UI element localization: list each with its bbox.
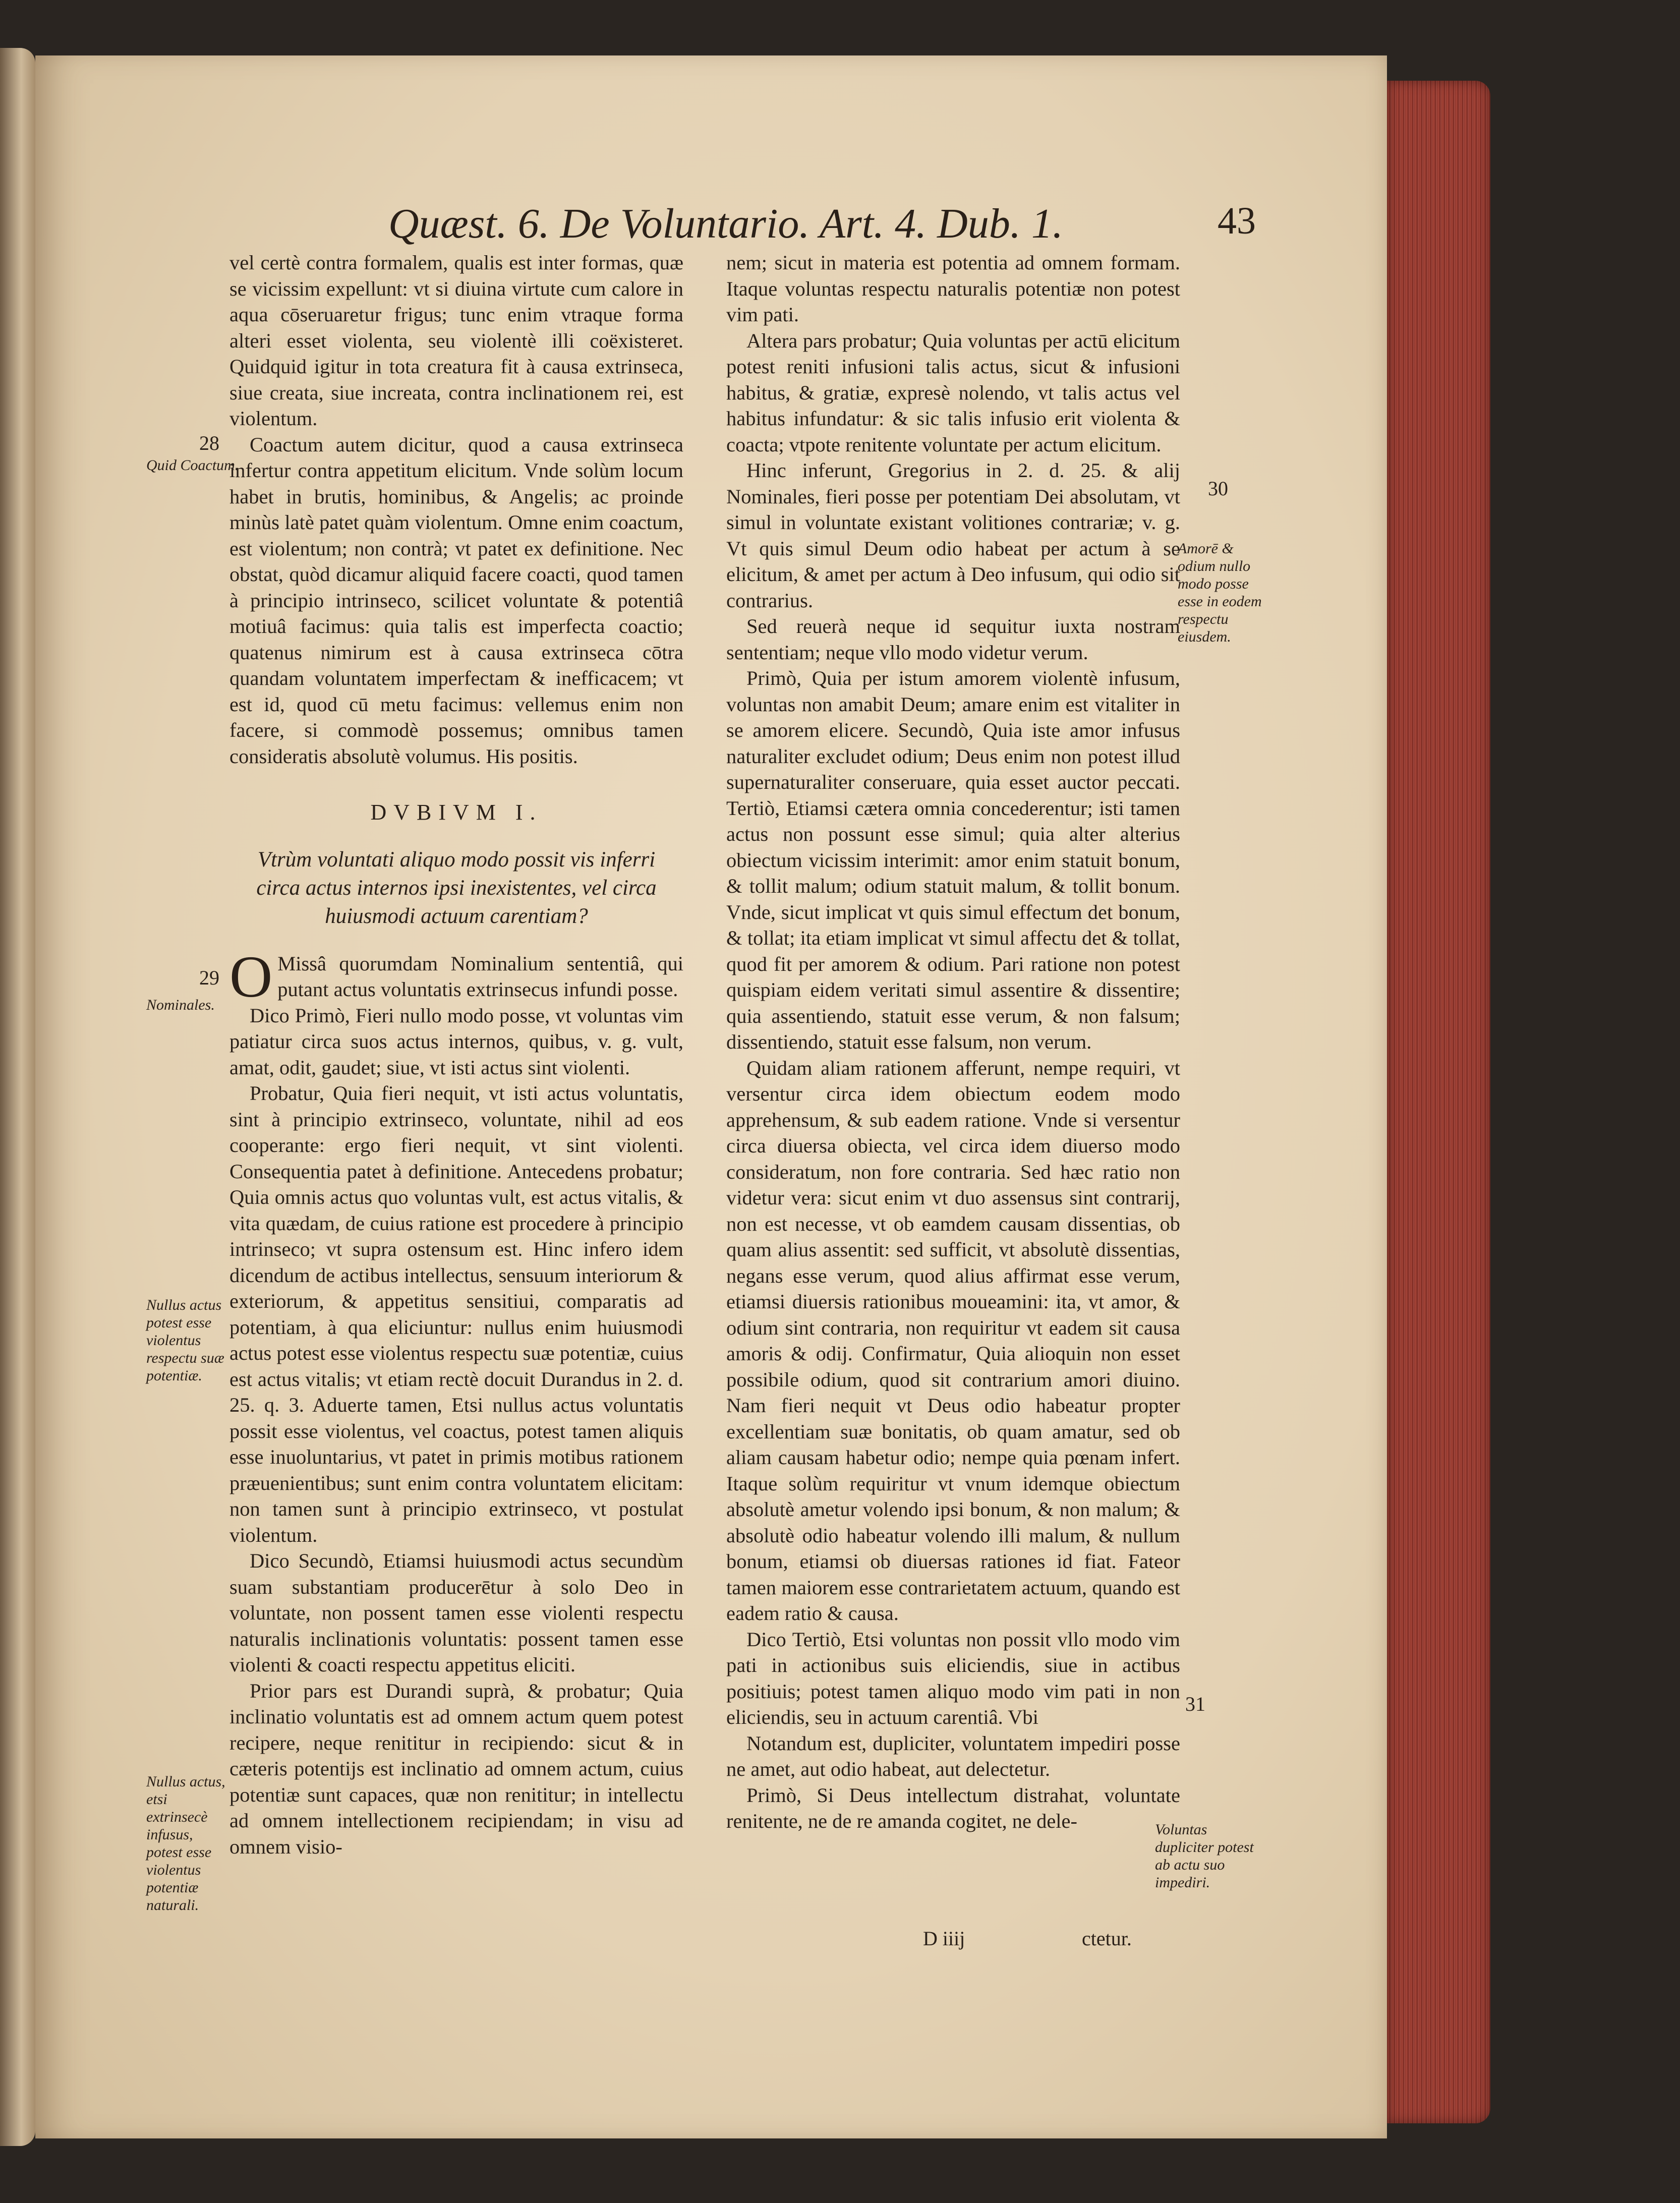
catchword: ctetur. — [1082, 1927, 1132, 1950]
drop-cap: O — [229, 943, 273, 1010]
column-left — [229, 250, 683, 1860]
margin-note-nullus-actus: Nullus actus potest esse violentus respectu suæ potentiæ. — [146, 1297, 224, 1384]
margin-number-30: 30 — [1208, 477, 1228, 500]
page-edges-red — [1387, 81, 1490, 2123]
paragraph: vel certè contra formalem, qualis est inter formas, quæ se vicissim expellunt: vt si diuina virtute cum calore in aqua cōseruaretur frigus; tunc enim vtraque forma alteri esset violenta, seu violentè illi coëxisteret. Quidquid igitur in tota creatura fit à causa extrinseca, siue creata, siue increata, contra inclinationem rei, est violentum. — [229, 251, 683, 430]
margin-note-nominales: Nominales. — [146, 997, 215, 1013]
paragraph: Prior pars est Durandi suprà, & probatur; Quia inclinatio voluntatis est ad omnem actum quem potest recipere, neque renititur in recipiendo: sicut & in cæteris potentijs est inclinatio ad omnem actum, cuius potentiæ sunt capaces, quæ non renititur; in intellectu ad omnem intellectionem recipiendam; in visu ad omnem visio- — [229, 1679, 683, 1858]
signature-mark: D iiij — [923, 1927, 965, 1950]
margin-number-29: 29 — [199, 966, 219, 989]
paragraph: Dico Tertiò, Etsi voluntas non possit vllo modo vim pati in actionibus suis eliciendis, siue in actibus positiuis; potest tamen aliquo modo vim pati in non eliciendis, seu in actuum carentiâ. Vbi — [726, 1628, 1180, 1728]
page-footer — [923, 1927, 1132, 1950]
page-number: 43 — [1218, 200, 1256, 242]
paragraph: Coactum autem dicitur, quod a causa extrinseca infertur contra appetitum elicitum. Vnde solùm locum habet in brutis, hominibus, & Angelis; ac proinde minùs latè patet quàm violentum. Omne enim coactum, est violentum; non contrà; vt patet ex definitione. Nec obstat, quòd dicamur aliquid facere coacti, quod tamen à principio intrinseco, scilicet voluntate & potentiâ motiuâ facimus: quia talis est imperfecta coactio; quatenus nimirum est à causa extrinseca cōtra quandam voluntatem imperfectam & inefficacem; vt est id, quod cū metu facimus: vellemus enim non facere, si commodè possemus; omnibus tamen consideratis absolutè volumus. His positis. — [229, 433, 683, 768]
paragraph: Primò, Quia per istum amorem violentè infusum, voluntas non amabit Deum; amare enim est vitaliter in se amorem elicere. Secundò, Quia iste amor infusus naturaliter excludet odium; Deus enim non potest illud supernaturaliter conseruare, quia esset auctor peccati. Tertiò, Etiamsi cætera omnia concederentur; isti tamen actus non possunt esse simul; quia alter alterius obiectum vicissim interimit: amor enim statuit bonum, & tollit malum; odium statuit malum, & tollit bonum. Vnde, sicut implicat vt quis simul effectum det bonum, & tollat; ita etiam implicat vt simul affectu det & tollat, quod fit per amorem & odium. Pari ratione non potest quispiam eidem veritati simul assentire & dissentire; quia assentiendo, statuit esse verum, & non falsum; dissentiendo, statuit esse falsum, non verum. — [726, 667, 1180, 1053]
running-title: Quæst. 6. De Voluntario. Art. 4. Dub. 1. — [388, 200, 1063, 247]
margin-number-31: 31 — [1185, 1693, 1205, 1715]
previous-page-edge — [0, 48, 35, 2146]
paragraph: Sed reuerà neque id sequitur iuxta nostram sententiam; neque vllo modo videtur verum. — [726, 615, 1180, 664]
margin-number-28: 28 — [199, 432, 219, 454]
paragraph: nem; sicut in materia est potentia ad omnem formam. Itaque voluntas respectu naturalis potentiæ non potest vim pati. — [726, 251, 1180, 326]
margin-note-quid-coactum: Quid Coactum. — [146, 457, 239, 474]
dubium-heading: DVBIVM I. — [370, 800, 543, 825]
margin-note-voluntas: Voluntas dupliciter potest ab actu suo impediri. — [1155, 1821, 1254, 1891]
paragraph: Notandum est, dupliciter, voluntatem impediri posse ne amet, aut odio habeat, aut delectetur. — [726, 1731, 1180, 1780]
paragraph-text: Missâ quorumdam Nominalium sententiâ, qui putant actus voluntatis extrinsecus infundi posse. — [277, 952, 683, 1001]
paragraph: Altera pars probatur; Quia voluntas per actū elicitum potest reniti infusioni talis actus, sicut & infusioni habitus, & gratiæ, expresè nolendo, vt talis actus vel habitus infundatur: & sic talis infusio erit violenta & coacta; vtpote renitente voluntate per actum elicitum. — [726, 329, 1180, 456]
running-header — [388, 199, 1256, 255]
paragraph: Dico Primò, Fieri nullo modo posse, vt voluntas vim patiatur circa suos actus internos, quibus, v. g. vult, amat, odit, gaudet; siue, vt isti actus sint violenti. — [229, 1004, 683, 1079]
paragraph: Quidam aliam rationem afferunt, nempe requiri, vt versentur circa idem obiectum eodem modo apprehensum, & sub eadem ratione. Vnde si versentur circa diuersa obiecta, vel circa idem diuerso modo consideratum, non fore contraria. Sed hæc ratio non videtur vera: sicut enim vt duo assensus sint contrarij, non est necesse, vt ob eamdem causam dissentias, ob quam alius assentit: sed sufficit, vt absolutè dissentias, negans esse verum, quod alius affirmat esse verum, etiamsi diuersis rationibus moueamini: ita, vt amor, & odium sint contraria, non requiritur vt eadem sit causa amoris & odij. Confirmatur, Quia alioquin non esset possibile odium, quod sit contrarium amori diuino. Nam fieri nequit vt Deus odio habeatur propter excellentiam suæ bonitatis, ob quam amatur, sed ob aliam causam habetur odio; nempe quia pœnam infert. Itaque solùm requiritur vt vnum idemque obiectum absolutè ametur volendo ipsi bonum, & non malum; & absolutè odio habeatur volendo illi malum, & nullum bonum, etiamsi ob diuersas rationes id fiat. Fateor tamen maiorem esse contrarietatem actuum, quando est eadem ratio & causa. — [726, 1056, 1180, 1625]
paragraph: Hinc inferunt, Gregorius in 2. d. 25. & alij Nominales, fieri posse per potentiam Dei absolutam, vt simul in voluntate existant volitiones contrariæ; v. g. Vt quis simul Deum odio habeat per actum à se elicitum, & amet per actum à Deo infusum, qui odio sit contrarius. — [726, 459, 1180, 612]
paragraph-dropcap — [229, 943, 683, 1010]
dubium-title: Vtrùm voluntati aliquo modo possit vis inferri circa actus internos ipsi inexistentes, vel circa huiusmodi actuum carentiam? — [256, 847, 657, 928]
paragraph: Probatur, Quia fieri nequit, vt isti actus voluntatis, sint à principio extrinseco, voluntate, nihil ad eos cooperante: ergo fieri nequit, vt sint violenti. Consequentia patet à definitione. Antecedens probatur; Quia omnis actus quo voluntas vult, est actus vitalis, & vita quædam, de cuius ratione est procedere à principio intrinseco; vt supra ostensum est. Hinc infero idem dicendum de actibus intellectus, sensuum interiorum & exteriorum, & appetitus sensitiui, comparatis ad potentiam, à qua eliciuntur: nullus enim huiusmodi actus potest esse violentus respectu suæ potentiæ, cuius est actus vitalis; vt etiam rectè docuit Durandus in 2. d. 25. q. 3. Aduerte tamen, Etsi nullus actus voluntatis possit esse violentus, vel coactus, potest tamen aliquis esse inuoluntarius, vt patet in primis motibus rationem præuenientibus; sunt enim contra voluntatem elicitam: non tamen sunt à principio extrinseco, vt postulat violentum. — [229, 1082, 683, 1546]
margin-note-nullus-actus-etsi: Nullus actus, etsi extrinsecè infusus, potest esse violentus potentiæ naturali. — [146, 1773, 225, 1914]
column-right — [726, 250, 1180, 1834]
paragraph: Dico Secundò, Etiamsi huiusmodi actus secundùm suam substantiam producerētur à solo Deo in voluntate, non possent tamen esse violenti respectu naturalis inclinationis voluntatis: possent tamen esse violenti & coacti respectu appetitus eliciti. — [229, 1549, 683, 1676]
paragraph: Primò, Si Deus intellectum distrahat, voluntate renitente, ne de re amanda cogitet, ne dele- — [726, 1783, 1180, 1832]
margin-note-amore: Amorē & odium nullo modo posse esse in eodem respectu eiusdem. — [1178, 540, 1262, 645]
